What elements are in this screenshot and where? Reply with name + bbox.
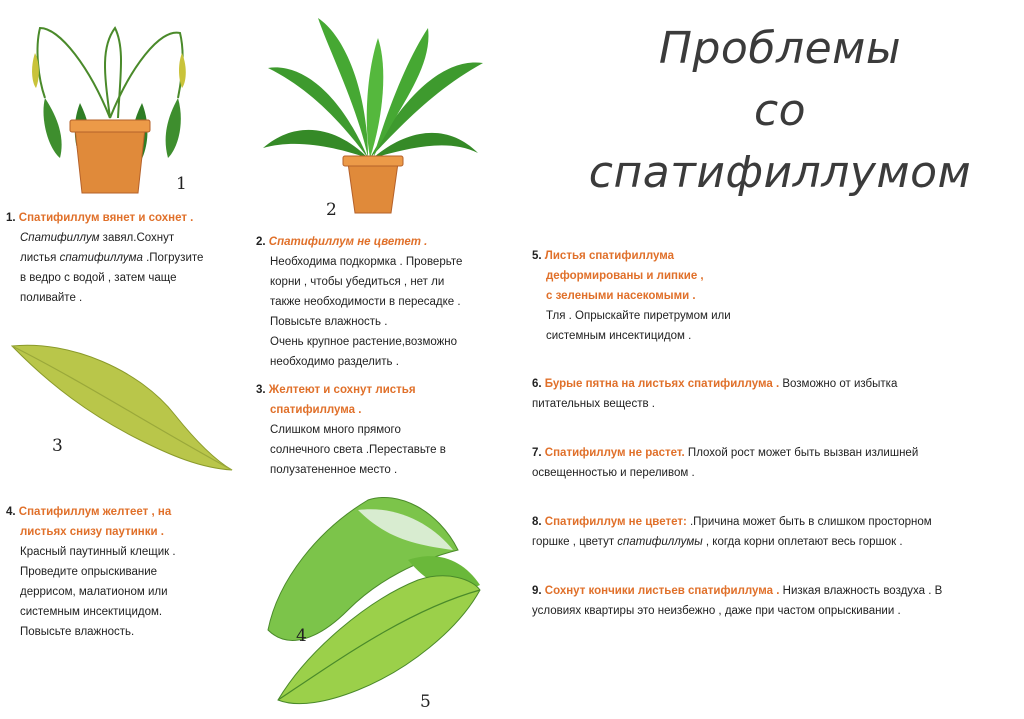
figure-number: 4 [296,626,307,646]
figure-number: 3 [52,436,63,456]
item-text: Повысьте влажность . [270,316,388,328]
problem-item-6 [532,374,897,414]
problem-item-8 [532,512,932,552]
item-heading: листьях снизу паутинки . [20,526,164,538]
item-heading: Спатифиллум вянет и сохнет . [18,212,194,224]
item-text: .Погрузите [142,252,204,264]
item-heading: деформированы и липкие , [546,270,704,282]
item-heading: Сохнут кончики листьев спатифиллума . [544,585,780,597]
item-text: спатифиллума [59,252,143,264]
item-text: Спатифиллум [20,232,100,244]
item-text: Низкая влажность воздуха . В [779,585,943,597]
item-text: в ведро с водой , затем чаще [20,272,177,284]
item-number: 6. [532,378,542,390]
problem-item-2 [256,232,462,372]
item-text: Необходима подкормка . Проверьте [270,256,463,268]
item-text: необходимо разделить . [270,356,399,368]
item-number: 9. [532,585,542,597]
item-text: Возможно от избытка [779,378,898,390]
figure-yellow-leaf [10,340,235,475]
item-number: 3. [256,384,266,396]
item-heading: Желтеют и сохнут листья [268,384,416,396]
item-number: 7. [532,447,542,459]
item-text: Тля . Опрыскайте пиретрумом или [546,310,731,322]
item-text: спатифиллумы [617,536,703,548]
item-number: 4. [6,506,16,518]
figure-number: 2 [326,200,337,220]
figure-healthy-plant [258,8,488,223]
title-line: Проблемы [658,23,902,74]
problem-item-3 [256,380,446,480]
problem-item-7 [532,443,918,483]
item-text: завял.Сохнут [99,232,175,244]
item-text: поливайте . [20,292,83,304]
item-text: .Причина может быть в слишком просторном [686,516,932,528]
item-heading: Бурые пятна на листьях спатифиллума . [544,378,780,390]
item-text: корни , чтобы убедиться , нет ли [270,276,445,288]
item-text: питательных веществ . [532,398,655,410]
item-text: полузатененное место . [270,464,398,476]
item-heading: Спатифиллум не цветет . [268,236,428,248]
item-heading: Листья спатифиллума [544,250,674,262]
item-number: 2. [256,236,266,248]
item-heading: Спатифиллум не цветет: [544,516,687,528]
problem-item-4 [6,502,176,642]
item-number: 8. [532,516,542,528]
item-text: листья [20,252,60,264]
figure-wilting-plant [20,8,200,198]
item-text: Очень крупное растение,возможно [270,336,458,348]
wilting-plant-illustration [20,8,200,198]
item-text: системным инсектицидом . [546,330,692,342]
page-title [560,18,1000,204]
item-heading: Спатифиллум желтеет , на [18,506,172,518]
figure-number: 5 [420,692,431,712]
item-text: освещенностью и переливом . [532,467,695,479]
item-heading: с зелеными насекомыми . [546,290,696,302]
item-text: , когда корни оплетают весь горшок . [702,536,903,548]
item-text: деррисом, малатионом или [20,586,168,598]
title-line: со [753,85,807,136]
item-text: Красный паутинный клещик . [20,546,176,558]
item-text: Проведите опрыскивание [20,566,158,578]
item-text: Слишком много прямого [270,424,401,436]
figure-damaged-leaves [258,490,483,715]
problem-item-9 [532,581,942,621]
item-text: Плохой рост может быть вызван излишней [684,447,919,459]
yellow-leaf-illustration [10,340,235,475]
item-text: условиях квартиры это неизбежно , даже при частом опрыскивании . [532,605,901,617]
title-line: спатифиллумом [588,147,972,198]
damaged-leaves-illustration [258,490,483,715]
item-heading: спатифиллума . [270,404,362,416]
item-text: горшке , цветут [532,536,618,548]
figure-number: 1 [176,174,187,194]
item-number: 5. [532,250,542,262]
item-number: 1. [6,212,16,224]
item-text: системным инсектицидом. [20,606,163,618]
healthy-plant-illustration [258,8,488,223]
problem-item-5 [532,246,731,346]
item-heading: Спатифиллум не растет. [544,447,685,459]
item-text: солнечного света .Переставьте в [270,444,446,456]
item-text: Повысьте влажность. [20,626,135,638]
problem-item-1 [6,208,203,308]
item-text: также необходимости в пересадке . [270,296,461,308]
